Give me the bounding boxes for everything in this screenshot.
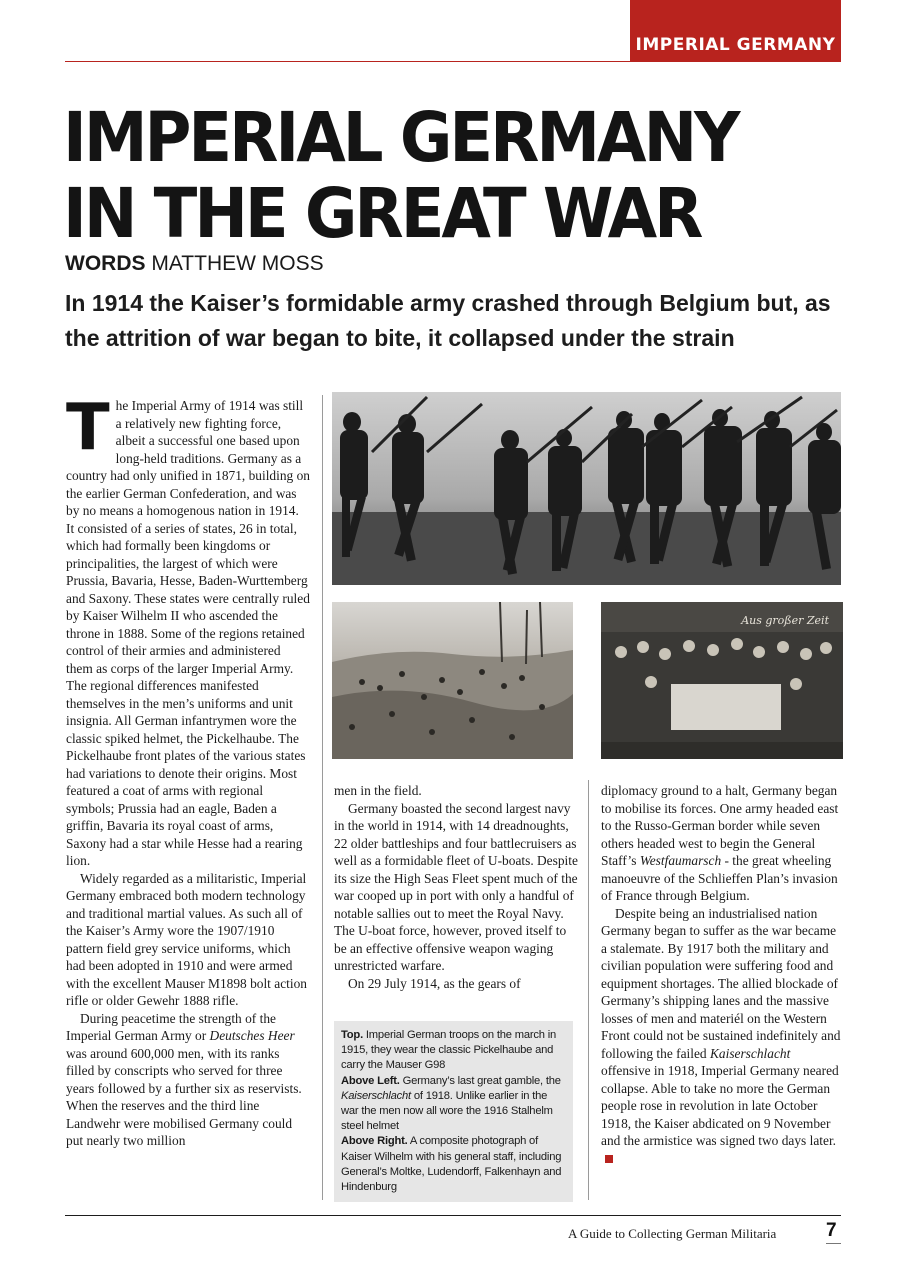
body-paragraph: men in the field. xyxy=(334,783,422,798)
general-staff-illustration xyxy=(601,602,843,759)
body-column-2 xyxy=(334,782,578,992)
photo-inscription: Aus großer Zeit xyxy=(741,614,829,627)
byline-label: WORDS xyxy=(65,252,146,275)
section-tab xyxy=(630,0,841,61)
body-paragraph: Germany boasted the second largest navy in the world in 1914, with 14 dreadnoughts, 22 older battleships and four battlecruisers as well as a formidable fleet of U-boats. Despite its size the High Seas Fleet spent much of the war cooped up in port with only a handful of notable sallies out to meet the Royal Navy. The U-boat force, however, proved itself to be an effective offensive weapon waging unrestricted warfare. xyxy=(334,800,578,973)
body-paragraph: On 29 July 1914, as the gears of xyxy=(348,975,521,991)
page-number-rule xyxy=(826,1243,841,1244)
end-of-article-mark xyxy=(605,1155,613,1163)
body-paragraph: Despite being an industrialised nation Germany began to suffer as the war became a stalemate. By 1917 both the military and civilian population were suffering food and equipment shortages. The allied blockade of Germany’s shipping lanes and the massive losses of men and materiél on the Western Front could not be sustained indefinitely and following the failed Kaiserschlacht offensive in 1918, Imperial Germany neared collapse. Able to take no more the German people rose in revolution in late October 1918, the Kaiser abdicated on 9 November and the armistice was signed two days later. xyxy=(601,905,843,1168)
body-paragraph: diplomacy ground to a halt, Germany began to mobilise its forces. One army headed east to the Russo-German border while seven others headed west to begin the General Staff’s Westfaumarsch - the great wheeling manoeuvre of the Schlieffen Plan’s invasion of France through Belgium. xyxy=(601,783,839,903)
footer-publication-title: A Guide to Collecting German Militaria xyxy=(568,1226,777,1241)
marching-troops-illustration xyxy=(332,392,841,585)
page-number: 7 xyxy=(826,1220,837,1241)
column-divider-2 xyxy=(588,780,589,1200)
byline-author: MATTHEW MOSS xyxy=(151,252,324,275)
byline xyxy=(65,252,324,276)
section-tab-label: IMPERIAL GERMANY xyxy=(635,35,836,55)
body-paragraph: Widely regarded as a militaristic, Imperial Germany embraced both modern technology and traditional martial values. As such all of the Kaiser’s Army wore the 1907/1910 pattern field grey service uniforms, which had been adopted in 1910 and were armed with the excellent Mauser M1898 bolt action rifle or older Gewehr 1888 rifle. xyxy=(66,870,307,1008)
article-headline xyxy=(63,98,843,255)
photo-kaiserschlacht xyxy=(332,602,573,759)
caption-above-left: Above Left. Germany’s last great gamble, the Kaiserschlacht of 1918. Unlike earlier in the war the men now all wore the 1916 Stalhelm steel helmet xyxy=(341,1074,561,1133)
headline-line-1: IMPERIAL GERMANY xyxy=(63,98,738,179)
caption-box xyxy=(334,1021,573,1202)
headline-line-2: IN THE GREAT WAR xyxy=(63,174,701,255)
drop-cap: T xyxy=(66,391,110,465)
header-rule xyxy=(65,61,841,62)
caption-above-right: Above Right. A composite photograph of Kaiser Wilhelm with his general staff, including General’s Moltke, Ludendorff, Falkenhayn and Hindenburg xyxy=(341,1135,562,1194)
column-divider-1 xyxy=(322,395,323,1200)
body-paragraph: The Imperial Army of 1914 was still a relatively new fighting force, albeit a successful one based upon long-held traditions. Germany as a country had only unified in 1871, building on the earlier German Confederation, and was by no means a homogenous nation in 1914. It consisted of a series of states, 26 in total, which had formally been kingdoms or principalities, the largest of which were Prussia, Bavaria, Hesse, Baden-Wurttemberg and Saxony. These states were centrally ruled by Kaiser Wilhelm II who ascended the throne in 1888. Some of the regions retained control of their armies and administered them as corps of the larger Imperial Army. The regional differences manifested themselves in the men’s uniforms and unit insignia. All German infantrymen wore the classic spiked helmet, the Pickelhaube. The Pickelhaube front plates of the various states had variations to denote their origins. Most featured a coat of arms with regional symbols; Prussia had an eagle, Baden a griffin, Bavaria its royal coast of arms, Saxony had a star while Hesse had a rearing lion. xyxy=(66,391,310,868)
body-column-3 xyxy=(601,782,843,1167)
body-paragraph: During peacetime the strength of the Imperial German Army or Deutsches Heer was around 600,000 men, with its ranks filled by conscripts who served for three years followed by a further six as reservists. When the reserves and the third line Landwehr were mobilised Germany could put nearly two million xyxy=(66,1010,302,1148)
footer-rule xyxy=(65,1215,841,1216)
photo-general-staff xyxy=(601,602,843,759)
body-column-1 xyxy=(66,391,310,1150)
standfirst: In 1914 the Kaiser’s formidable army crashed through Belgium but, as the attrition of war began to bite, it collapsed under the strain xyxy=(65,290,831,351)
caption-top: Top. Imperial German troops on the march in 1915, they wear the classic Pickelhaube and carry the Mauser G98 xyxy=(341,1029,557,1072)
photo-marching-troops xyxy=(332,392,841,585)
battlefield-illustration xyxy=(332,602,573,759)
